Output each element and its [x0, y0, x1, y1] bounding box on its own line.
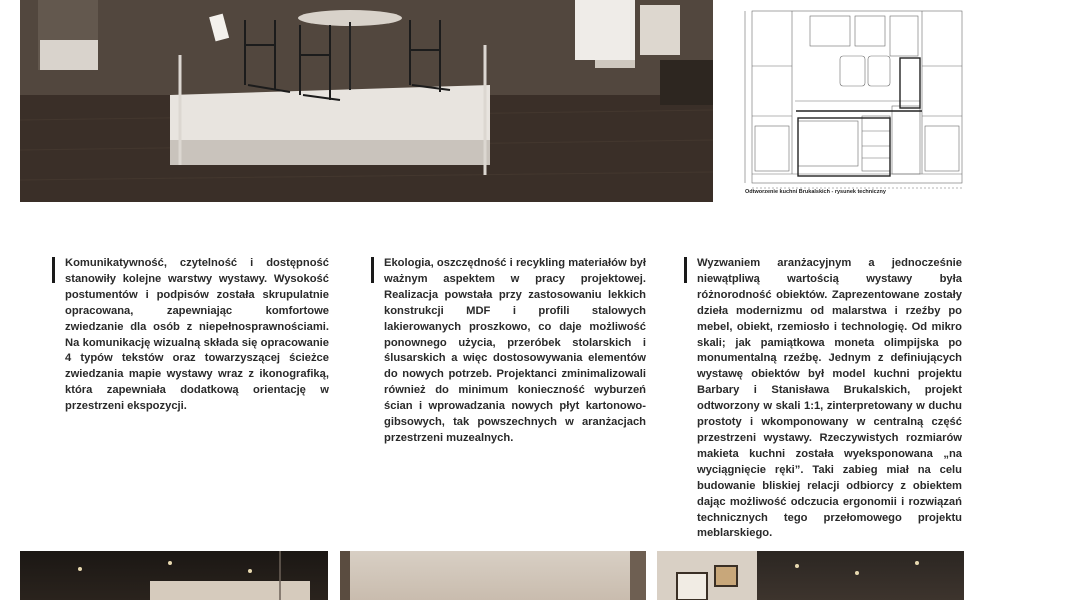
column-accent-bar [371, 257, 374, 283]
column-accent-bar [52, 257, 55, 283]
text-column-objects [697, 256, 962, 542]
exhibition-hall-photo [20, 0, 713, 202]
kitchen-technical-drawing [740, 6, 975, 196]
exhibition-thumb-light [340, 551, 646, 600]
column-paragraph: Wyzwaniem aranżacyjnym a jednocześnie niewątpliwą wartością wystawy była różnorodność obiektów. Zaprezentowane zostały dzieła modernizmu od malarstwa i rzeźby po mebel, obiekt, rzemiosło i technologię. Od mikro skali; jak pamiątkowa moneta olimpijska po monumentalną rzeźbę. Jednym z definiujących wystawę obiektów był model kuchni projektu Barbary i Stanisława Brukalskich, projekt odtworzony w skali 1:1, zinterpretowany w duchu prostoty i wkomponowany w centralną część przestrzeni wystawy. Rzeczywistych rozmiarów makieta kuchni została wyeksponowana „na wyciągnięcie ręki”. Taki zabieg miał na celu budowanie bliskiej relacji odbiorcy z obiektem dając możliwość odczucia ergonomii i rozwiązań technicznych tego przełomowego projektu meblarskiego. [697, 257, 962, 540]
drawing-caption: Odtworzenie kuchni Brukalskich - rysunek techniczny [745, 189, 886, 195]
text-column-accessibility [65, 256, 329, 415]
column-paragraph: Ekologia, oszczędność i recykling materiałów był ważnym aspektem w pracy projektowej. Realizacja powstała przy zastosowaniu lekkich konstrukcji MDF i profili stalowych lakierowanych proszkowo, co daje możliwość ponownego użycia, przeróbek stolarskich i ślusarskich a więc dostosowywania elementów do nowych potrzeb. Projektanci zminimalizowali również do minimum konieczność wyburzeń ścian i wprowadzania nowych płyt kartonowo-gibsowych, tak powszechnych w aranżacjach przestrzeni muzealnych. [384, 257, 646, 444]
text-column-ecology [384, 256, 646, 447]
column-paragraph: Komunikatywność, czytelność i dostępność stanowiły kolejne warstwy wystawy. Wysokość postumentów i podpisów została skrupulatnie opracowana, zapewniając komfortowe zwiedzanie dla osób z niepełnosprawnościami. Na komunikację wizualną składa się opracowanie 4 typów tekstów oraz towarzyszącej ścieżce zwiedzania mapie wystawy wraz z ikonografiką, która zapewniała dodatkową orientację w przestrzeni ekspozycji. [65, 257, 329, 413]
column-accent-bar [684, 257, 687, 283]
exhibition-thumb-frames [657, 551, 964, 600]
exhibition-thumb-dark [20, 551, 328, 600]
